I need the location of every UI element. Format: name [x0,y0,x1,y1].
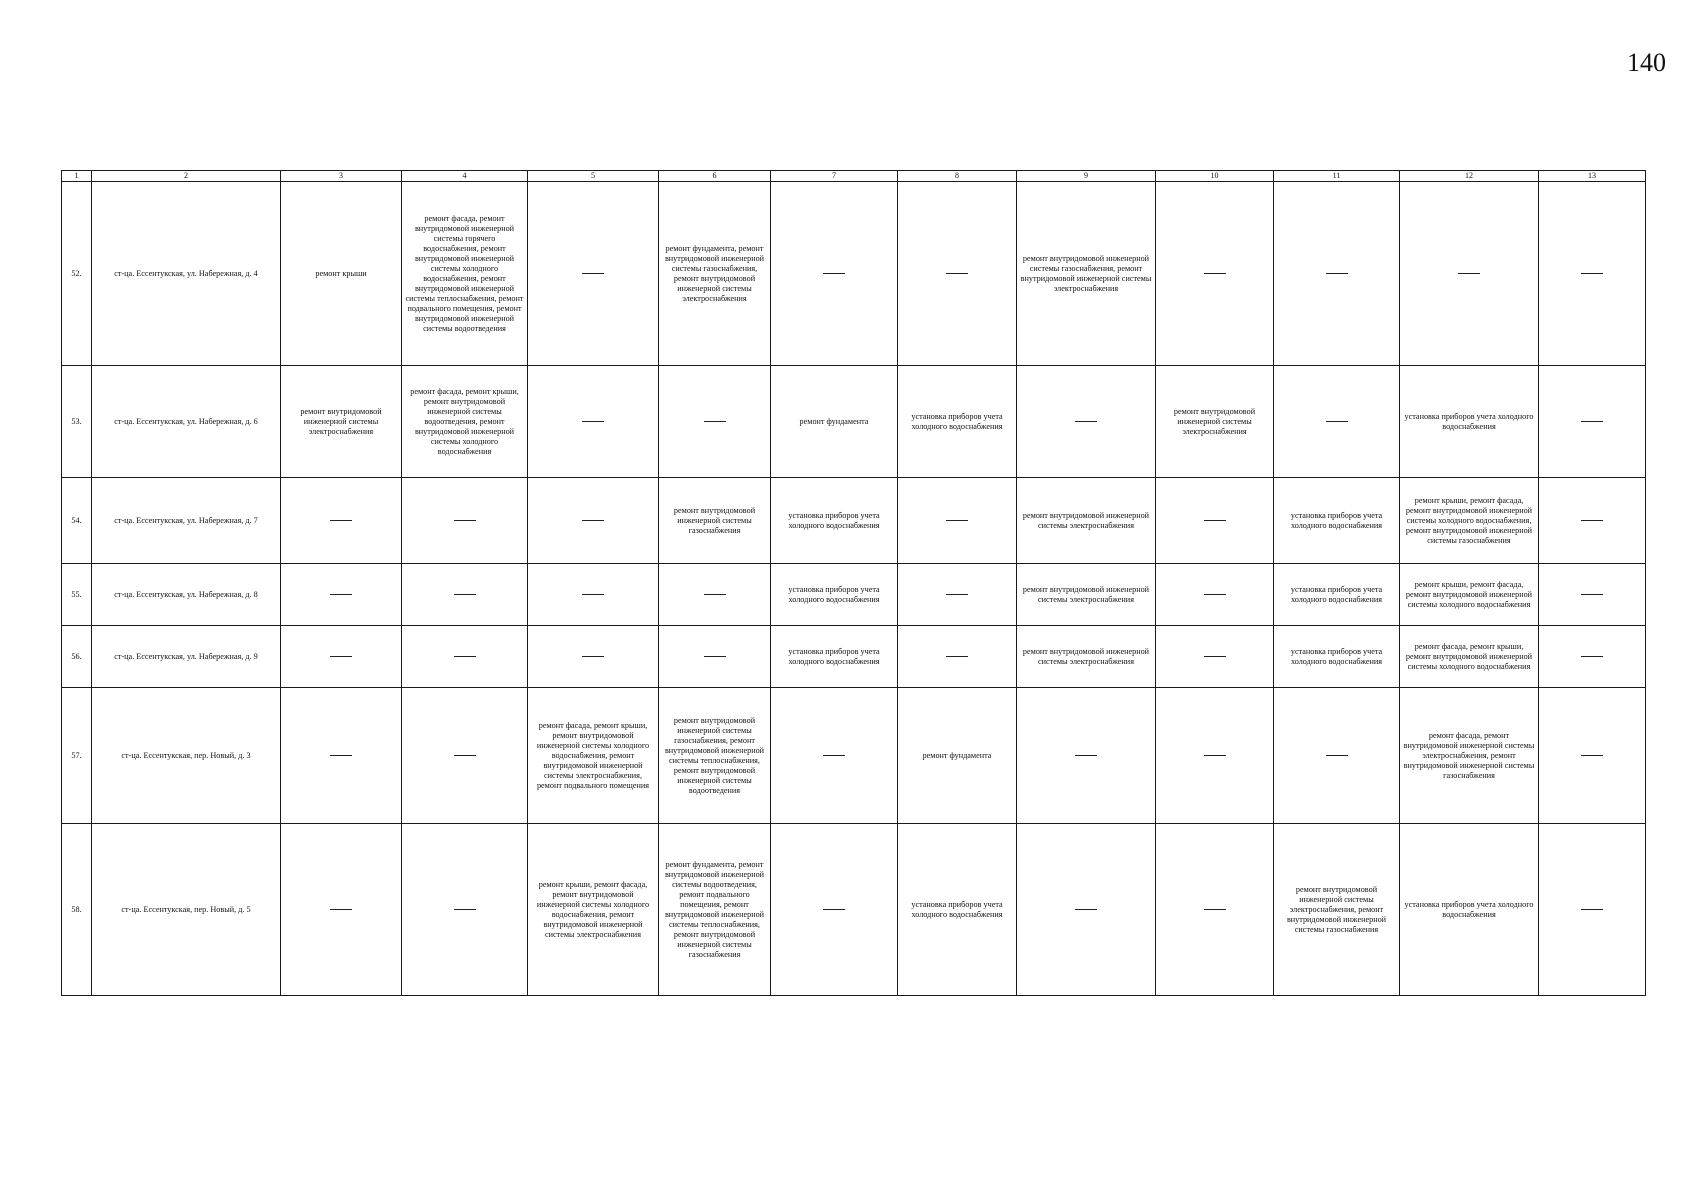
empty-dash [1204,520,1226,521]
work-cell: ремонт внутридомовой инженерной системы газоснабжения, ремонт внутридомовой инженерной системы теплоснабжения, ремонт внутридомовой инженерной системы водоотведения [659,688,771,824]
empty-dash [1204,273,1226,274]
work-cell: ремонт крыши, ремонт фасада, ремонт внутридомовой инженерной системы холодного водоснабжения [1400,564,1539,626]
empty-dash [946,594,968,595]
work-cell [659,564,771,626]
work-cell [1539,688,1646,824]
column-number-row [62,171,1646,182]
column-number: 8 [898,171,1017,182]
work-cell: ремонт фасада, ремонт крыши, ремонт внутридомовой инженерной системы холодного водоснабжения [1400,626,1539,688]
column-number: 7 [771,171,898,182]
work-cell [1017,366,1156,478]
work-cell: ремонт внутридомовой инженерной системы газоснабжения, ремонт внутридомовой инженерной системы электроснабжения [1017,182,1156,366]
column-number: 4 [402,171,528,182]
column-number: 2 [92,171,281,182]
empty-dash [1581,421,1603,422]
work-cell [1156,182,1274,366]
row-number: 55. [62,564,92,626]
work-cell [402,688,528,824]
work-cell [898,564,1017,626]
empty-dash [946,656,968,657]
empty-dash [1204,594,1226,595]
table-row [62,366,1646,478]
empty-dash [582,520,604,521]
work-cell [1156,478,1274,564]
work-cell: установка приборов учета холодного водоснабжения [1400,824,1539,996]
address-cell: ст-ца. Ессентукская, ул. Набережная, д. 8 [92,564,281,626]
work-cell [1274,688,1400,824]
work-cell [771,182,898,366]
work-cell [1539,824,1646,996]
work-cell: установка приборов учета холодного водоснабжения [1274,564,1400,626]
address-cell: ст-ца. Ессентукская, ул. Набережная, д. 6 [92,366,281,478]
column-number: 5 [528,171,659,182]
row-number: 53. [62,366,92,478]
work-cell [1400,182,1539,366]
work-cell: ремонт внутридомовой инженерной системы электроснабжения [1156,366,1274,478]
empty-dash [1075,909,1097,910]
work-cell [1156,626,1274,688]
work-cell [1156,688,1274,824]
work-cell [1539,478,1646,564]
work-cell: ремонт внутридомовой инженерной системы газоснабжения [659,478,771,564]
empty-dash [454,594,476,595]
work-cell [1539,564,1646,626]
address-cell: ст-ца. Ессентукская, пер. Новый, д. 5 [92,824,281,996]
work-cell [1274,182,1400,366]
empty-dash [946,520,968,521]
column-number: 3 [281,171,402,182]
work-cell [528,626,659,688]
work-cell: ремонт фундамента [898,688,1017,824]
work-cell: ремонт крыши, ремонт фасада, ремонт внутридомовой инженерной системы холодного водоснабжения, ремонт внутридомовой инженерной системы газоснабжения [1400,478,1539,564]
empty-dash [582,273,604,274]
column-number: 6 [659,171,771,182]
table-row [62,688,1646,824]
work-cell [659,366,771,478]
work-cell: ремонт фундамента [771,366,898,478]
work-cell [1539,626,1646,688]
empty-dash [454,909,476,910]
empty-dash [1581,656,1603,657]
work-cell: ремонт крыши, ремонт фасада, ремонт внутридомовой инженерной системы холодного водоснабжения, ремонт внутридомовой инженерной системы электроснабжения [528,824,659,996]
work-cell: установка приборов учета холодного водоснабжения [1400,366,1539,478]
work-cell: ремонт фасада, ремонт крыши, ремонт внутридомовой инженерной системы холодного водоснабжения, ремонт внутридомовой инженерной системы электроснабжения, ремонт подвального помещения [528,688,659,824]
work-cell: ремонт фундамента, ремонт внутридомовой инженерной системы газоснабжения, ремонт внутридомовой инженерной системы электроснабжения [659,182,771,366]
work-cell: ремонт внутридомовой инженерной системы электроснабжения [1017,626,1156,688]
work-cell: ремонт внутридомовой инженерной системы электроснабжения [1017,564,1156,626]
empty-dash [454,520,476,521]
empty-dash [1326,421,1348,422]
table-row [62,626,1646,688]
column-number: 10 [1156,171,1274,182]
empty-dash [1458,273,1480,274]
work-cell [1156,564,1274,626]
empty-dash [330,755,352,756]
empty-dash [1581,594,1603,595]
work-cell [1274,366,1400,478]
work-cell: ремонт внутридомовой инженерной системы электроснабжения, ремонт внутридомовой инженерной системы газоснабжения [1274,824,1400,996]
work-cell [528,564,659,626]
row-number: 58. [62,824,92,996]
empty-dash [1075,755,1097,756]
empty-dash [823,909,845,910]
work-cell [528,478,659,564]
empty-dash [330,520,352,521]
empty-dash [704,421,726,422]
empty-dash [1326,755,1348,756]
empty-dash [1581,909,1603,910]
empty-dash [1581,755,1603,756]
work-cell [281,626,402,688]
empty-dash [1075,421,1097,422]
work-cell [898,626,1017,688]
empty-dash [1326,273,1348,274]
repair-schedule-table [61,170,1646,996]
table-row [62,824,1646,996]
work-cell: ремонт фасада, ремонт внутридомовой инженерной системы электроснабжения, ремонт внутридомовой инженерной системы газоснабжения [1400,688,1539,824]
address-cell: ст-ца. Ессентукская, пер. Новый, д. 3 [92,688,281,824]
work-cell: ремонт внутридомовой инженерной системы электроснабжения [1017,478,1156,564]
work-cell: ремонт крыши [281,182,402,366]
address-cell: ст-ца. Ессентукская, ул. Набережная, д. 4 [92,182,281,366]
work-cell [1156,824,1274,996]
work-cell [402,478,528,564]
column-number: 1 [62,171,92,182]
empty-dash [823,755,845,756]
work-cell: ремонт фасада, ремонт внутридомовой инженерной системы горячего водоснабжения, ремонт внутридомовой инженерной системы холодного водоснабжения, ремонт внутридомовой инженерной системы теплоснабжения, ремонт подвального помещения, ремонт внутридомовой инженерной системы водоотведения [402,182,528,366]
row-number: 56. [62,626,92,688]
work-cell: установка приборов учета холодного водоснабжения [771,564,898,626]
address-cell: ст-ца. Ессентукская, ул. Набережная, д. 7 [92,478,281,564]
work-cell [771,688,898,824]
empty-dash [1204,656,1226,657]
work-cell [1017,824,1156,996]
work-cell [281,478,402,564]
work-cell: установка приборов учета холодного водоснабжения [898,824,1017,996]
empty-dash [1204,755,1226,756]
work-cell: установка приборов учета холодного водоснабжения [771,478,898,564]
work-cell: ремонт фундамента, ремонт внутридомовой инженерной системы водоотведения, ремонт подвального помещения, ремонт внутридомовой инженерной системы теплоснабжения, ремонт внутридомовой инженерной системы газоснабжения [659,824,771,996]
page-number: 140 [1627,48,1666,77]
row-number: 54. [62,478,92,564]
work-cell [1017,688,1156,824]
work-cell: установка приборов учета холодного водоснабжения [1274,478,1400,564]
empty-dash [330,594,352,595]
row-number: 57. [62,688,92,824]
column-number: 13 [1539,171,1646,182]
column-number: 11 [1274,171,1400,182]
empty-dash [704,656,726,657]
work-cell [1539,182,1646,366]
work-cell [771,824,898,996]
empty-dash [582,656,604,657]
work-cell: установка приборов учета холодного водоснабжения [1274,626,1400,688]
work-cell [402,564,528,626]
work-cell: установка приборов учета холодного водоснабжения [771,626,898,688]
table-row [62,478,1646,564]
empty-dash [1581,273,1603,274]
empty-dash [1204,909,1226,910]
work-cell [402,824,528,996]
empty-dash [330,909,352,910]
work-cell: ремонт фасада, ремонт крыши, ремонт внутридомовой инженерной системы водоотведения, ремонт внутридомовой инженерной системы холодного водоснабжения [402,366,528,478]
work-cell [898,182,1017,366]
empty-dash [946,273,968,274]
work-cell: установка приборов учета холодного водоснабжения [898,366,1017,478]
row-number: 52. [62,182,92,366]
table-row [62,564,1646,626]
empty-dash [582,594,604,595]
work-cell [898,478,1017,564]
empty-dash [330,656,352,657]
work-cell [281,824,402,996]
work-cell [402,626,528,688]
empty-dash [823,273,845,274]
table-row [62,182,1646,366]
empty-dash [582,421,604,422]
empty-dash [704,594,726,595]
work-cell [281,564,402,626]
empty-dash [1581,520,1603,521]
work-cell [1539,366,1646,478]
address-cell: ст-ца. Ессентукская, ул. Набережная, д. 9 [92,626,281,688]
column-number: 9 [1017,171,1156,182]
work-cell: ремонт внутридомовой инженерной системы электроснабжения [281,366,402,478]
work-cell [528,182,659,366]
work-cell [659,626,771,688]
column-number: 12 [1400,171,1539,182]
empty-dash [454,755,476,756]
work-cell [281,688,402,824]
empty-dash [454,656,476,657]
work-cell [528,366,659,478]
